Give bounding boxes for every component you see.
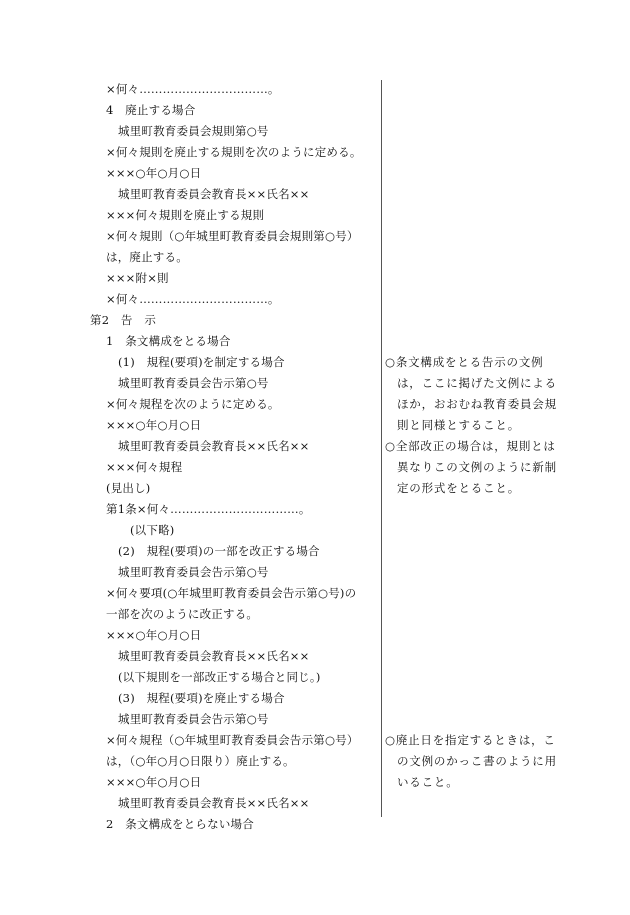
document-line: ×何々規程を次のように定める。	[106, 397, 280, 411]
document-line: 城里町教育委員会告示第○号	[118, 565, 269, 579]
margin-note-line: の文例のかっこ書のように用	[397, 754, 557, 768]
margin-note-line: ほか，おおむね教育委員会規	[397, 397, 557, 411]
document-line: 4 廃止する場合	[106, 103, 196, 117]
margin-note-line: 定の形式をとること。	[397, 481, 520, 495]
document-line: 城里町教育委員会教育長××氏名××	[118, 649, 310, 663]
document-line: は，廃止する。	[106, 250, 188, 264]
document-line: 城里町教育委員会告示第○号	[118, 376, 269, 390]
document-line: 城里町教育委員会教育長××氏名××	[118, 187, 310, 201]
document-line: (以下略)	[130, 523, 175, 537]
margin-note-line: 異なりこの文例のように新制	[397, 460, 557, 474]
document-line: 一部を次のように改正する。	[106, 607, 259, 621]
document-line: ×××附×則	[106, 271, 169, 285]
document-line: 2 条文構成をとらない場合	[106, 817, 254, 831]
document-line: 第2 告 示	[90, 313, 157, 327]
document-line: (2) 規程(要項)の一部を改正する場合	[118, 544, 320, 558]
document-line: ×××○年○月○日	[106, 418, 202, 432]
margin-note-line: いること。	[397, 775, 459, 789]
document-line: (以下規則を一部改正する場合と同じ。)	[118, 670, 321, 684]
margin-note-line: ○廃止日を指定するときは，こ	[385, 733, 556, 747]
document-line: ×何々……………………………。	[106, 292, 280, 306]
document-line: ×何々……………………………。	[106, 82, 280, 96]
document-line: 城里町教育委員会規則第○号	[118, 124, 269, 138]
document-line: ×××何々規則を廃止する規則	[106, 208, 265, 222]
document-line: 城里町教育委員会教育長××氏名××	[118, 439, 310, 453]
margin-note-line: 則と同様とすること。	[397, 418, 520, 432]
document-line: ×何々規程（○年城里町教育委員会告示第○号）	[106, 733, 359, 747]
document-line: ×××○年○月○日	[106, 166, 202, 180]
document-line: 第1条×何々……………………………。	[106, 502, 311, 516]
document-line: ×××○年○月○日	[106, 775, 202, 789]
document-line: (1) 規程(要項)を制定する場合	[118, 355, 285, 369]
document-line: は，（○年○月○日限り）廃止する。	[106, 754, 295, 768]
document-line: ×何々要項(○年城里町教育委員会告示第○号)の	[106, 586, 357, 600]
document-line: (見出し)	[106, 481, 151, 495]
margin-note-line: ○全部改正の場合は，規則とは	[385, 439, 556, 453]
document-line: ×××○年○月○日	[106, 628, 202, 642]
document-line: 城里町教育委員会教育長××氏名××	[118, 796, 310, 810]
document-line: (3) 規程(要項)を廃止する場合	[118, 691, 285, 705]
document-line: 城里町教育委員会告示第○号	[118, 712, 269, 726]
margin-note-line: は，ここに掲げた文例による	[397, 376, 557, 390]
document-line: 1 条文構成をとる場合	[106, 334, 231, 348]
margin-note-line: ○条文構成をとる告示の文例	[385, 355, 544, 369]
column-divider	[381, 80, 382, 817]
document-line: ×何々規則を廃止する規則を次のように定める。	[106, 145, 362, 159]
document-line: ×××何々規程	[106, 460, 183, 474]
document-line: ×何々規則（○年城里町教育委員会規則第○号）	[106, 229, 359, 243]
